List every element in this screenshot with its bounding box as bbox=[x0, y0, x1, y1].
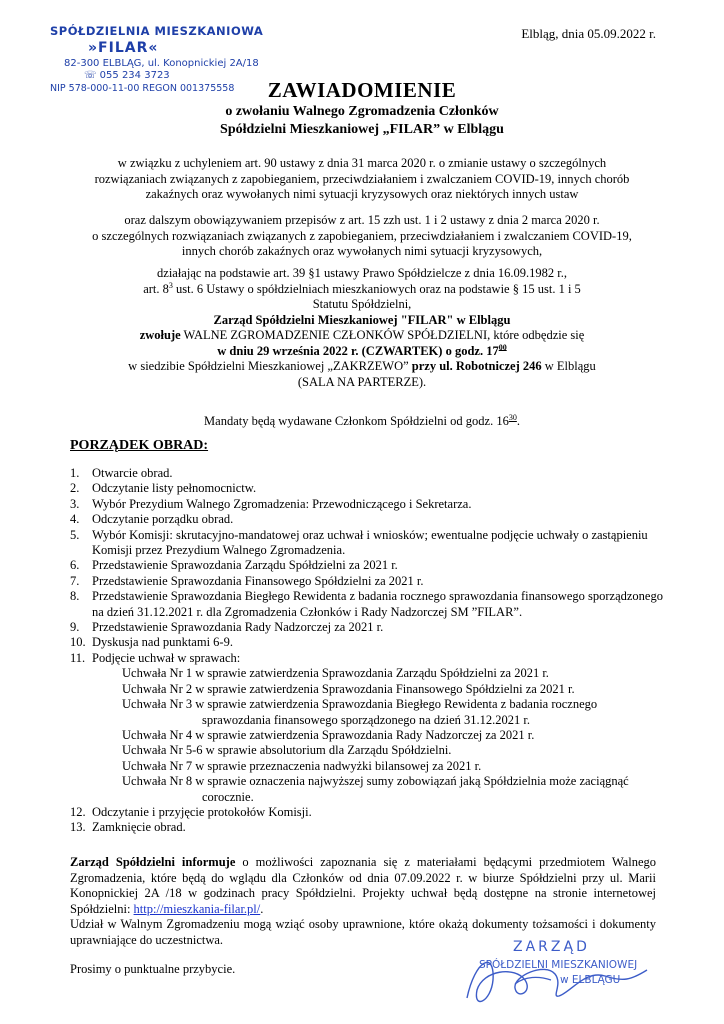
signature-stamp-line-3: w ELBLĄGU bbox=[560, 974, 621, 986]
document-subtitle-2: Spółdzielni Mieszkaniowej „FILAR” w Elblągu bbox=[220, 122, 504, 137]
agenda-item: 11. Podjęcie uchwał w sprawach: Uchwała Nr 1 w sprawie zatwierdzenia Sprawozdania Zarządu Spółdzielni za 2021 r. Uchwała Nr 2 w sprawie zatwierdzenia Sprawozdania Finansowego Spółdzielni za 2021 r. Uchwała Nr 3 w sprawie zatwierdzenia Sprawozdania Biegłego Rewidenta z badania rocznego sprawozdania finansowego sporządzonego na dzień 31.12.2021 r. Uchwała Nr 4 w sprawie zatwierdzenia Sprawozdania Rady Nadzorczej za 2021 r. Uchwała Nr 5-6 w sprawie absolutorium dla Zarządu Spółdzielni. Uchwała Nr 7 w sprawie przeznaczenia nadwyżki bilansowej za 2021 r. Uchwała Nr 8 w sprawie oznaczenia najwyższej sumy zobowiązań jaką Spółdzielnia może zaciągnąć corocznie. bbox=[70, 651, 670, 805]
document-title: ZAWIADOMIENIE bbox=[267, 78, 457, 102]
resolution-item: Uchwała Nr 3 w sprawie zatwierdzenia Sprawozdania Biegłego Rewidenta z badania rocznego sprawozdania finansowego sporządzonego na dzień 31.12.2021 r. bbox=[122, 697, 598, 727]
participation-note: Udział w Walnym Zgromadzeniu mogą wziąć osoby uprawnione, które okażą dokumenty tożsamości i dokumenty uprawniające do uczestnictwa. bbox=[70, 917, 656, 947]
intro-paragraph bbox=[40, 156, 684, 203]
resolution-item: Uchwała Nr 1 w sprawie zatwierdzenia Sprawozdania Zarządu Spółdzielni za 2021 r. bbox=[122, 666, 549, 681]
agenda-item: 1. Otwarcie obrad. bbox=[70, 466, 173, 480]
convening-paragraph bbox=[40, 266, 684, 390]
agenda-item: 5. Wybór Komisji: skrutacyjno-mandatowej oraz uchwał i wniosków; ewentualne podjęcie uchwały o zastąpieniu Komisji przez Prezydium Walnego Zgromadzenia. bbox=[70, 527, 648, 558]
stamp-address: 82-300 ELBLĄG, ul. Konopnickiej 2A/18 bbox=[64, 58, 259, 69]
stamp-line-1: SPÓŁDZIELNIA MIESZKANIOWA bbox=[50, 24, 264, 38]
agenda-list bbox=[70, 466, 670, 836]
resolutions-list bbox=[92, 666, 670, 805]
agenda-item: 4. Odczytanie porządku obrad. bbox=[70, 512, 234, 527]
resolution-item: Uchwała Nr 2 w sprawie zatwierdzenia Sprawozdania Finansowego Spółdzielni za 2021 r. bbox=[122, 681, 575, 696]
legal-basis-paragraph bbox=[40, 213, 684, 260]
agenda-item: 6. Przedstawienie Sprawozdania Zarządu Spółdzielni za 2021 r. bbox=[70, 558, 398, 573]
meeting-hall: (SALA NA PARTERZE). bbox=[297, 374, 427, 389]
date-line: Elbląg, dnia 05.09.2022 r. bbox=[521, 26, 656, 41]
intro-line: rozwiązaniach związanych z zapobieganiem, przeciwdziałaniem i zwalczaniem COVID-19, innych chorób bbox=[94, 171, 630, 186]
resolution-item: Uchwała Nr 7 w sprawie przeznaczenia nadwyżki bilansowej za 2021 r. bbox=[122, 758, 482, 773]
agenda-item: 8. Przedstawienie Sprawozdania Biegłego Rewidenta z badania rocznego sprawozdania finansowego sporządzonego na dzień 31.12.2021 r. dla Zgromadzenia Członków i Rady Nadzorczej SM ”FILAR”. bbox=[70, 589, 663, 619]
stamp-tax-ids: NIP 578-000-11-00 REGON 001375558 bbox=[50, 83, 235, 94]
meeting-location: w siedzibie Spółdzielni Mieszkaniowej „ZAKRZEWO” przy ul. Robotniczej 246 w Elblągu bbox=[128, 359, 596, 373]
handwritten-signature-icon bbox=[455, 940, 665, 1020]
board-name: Zarząd Spółdzielni Mieszkaniowej "FILAR" w Elblągu bbox=[213, 312, 511, 327]
resolution-item: Uchwała Nr 4 w sprawie zatwierdzenia Sprawozdania Rady Nadzorczej za 2021 r. bbox=[122, 727, 535, 742]
agenda-item: 7. Przedstawienie Sprawozdania Finansowego Spółdzielni za 2021 r. bbox=[70, 573, 424, 588]
convenes-line: zwołuje WALNE ZGROMADZENIE CZŁONKÓW SPÓŁDZIELNI, które odbędzie się bbox=[139, 328, 585, 342]
intro-line: w związku z uchyleniem art. 90 ustawy z dnia 31 marca 2020 r. o zmianie ustawy o szczególnych bbox=[117, 156, 607, 170]
website-link[interactable]: http://mieszkania-filar.pl/ bbox=[133, 901, 261, 916]
signature-stamp-line-2: SPÓŁDZIELNI MIESZKANIOWEJ bbox=[479, 959, 638, 971]
basis-line: art. $8^3$ ust. 6 Ustawy o spółdzielniach mieszkaniowych oraz na podstawie § 15 ust. 1 i 5 bbox=[143, 280, 581, 296]
agenda-item: 9. Przedstawienie Sprawozdania Rady Nadzorczej za 2021 r. bbox=[70, 620, 384, 635]
basis-line: działając na podstawie art. 39 §1 ustawy Prawo Spółdzielcze z dnia 16.09.1982 r., bbox=[157, 266, 567, 280]
agenda-heading: PORZĄDEK OBRAD: bbox=[70, 438, 209, 453]
signature-stamp-line-1: ZARZĄD bbox=[513, 939, 590, 955]
agenda-item: 13. Zamknięcie obrad. bbox=[70, 820, 186, 835]
meeting-date: w dniu 29 września 2022 r. (CZWARTEK) o godz. $17^{00}$ bbox=[217, 342, 507, 358]
stamp-line-2: »FILAR« bbox=[88, 40, 159, 56]
basis-line: Statutu Spółdzielni, bbox=[312, 297, 412, 311]
resolution-item: Uchwała Nr 8 w sprawie oznaczenia najwyższej sumy zobowiązań jaką Spółdzielnia może zaciągnąć corocznie. bbox=[122, 774, 629, 804]
stamp-phone: ☏ 055 234 3723 bbox=[84, 70, 170, 81]
intro-line: zakaźnych oraz wywołanych nimi sytuacji kryzysowych oraz niektórych innych ustaw bbox=[145, 187, 579, 201]
board-signature-stamp bbox=[455, 940, 665, 1020]
agenda-item: 3. Wybór Prezydium Walnego Zgromadzenia: Przewodniczącego i Sekretarza. bbox=[70, 496, 472, 511]
closing-note: Prosimy o punktualne przybycie. bbox=[70, 962, 236, 976]
legal-line: innych chorób zakaźnych oraz wywołanych nimi sytuacji kryzysowych, bbox=[181, 244, 543, 258]
agenda-item: 10. Dyskusja nad punktami 6-9. bbox=[70, 635, 233, 650]
document-subtitle-1: o zwołaniu Walnego Zgromadzenia Członków bbox=[225, 104, 499, 119]
agenda-item: 12. Odczytanie i przyjęcie protokołów Komisji. bbox=[70, 804, 312, 819]
mandates-note: Mandaty będą wydawane Członkom Spółdzielni od godz. $16^{30}$. bbox=[204, 412, 520, 428]
resolution-item: Uchwała Nr 5-6 w sprawie absolutorium dla Zarządu Spółdzielni. bbox=[122, 743, 452, 758]
agenda-item: 2. Odczytanie listy pełnomocnictw. bbox=[70, 481, 257, 496]
materials-note: Zarząd Spółdzielni informuje o możliwości zapoznania się z materiałami będącymi przedmiotem Walnego Zgromadzenia, które będą do wglądu dla Członków od dnia 07.09.2022 r. w biurze Spółdzielni przy ul. Marii Konopnickiej 2A /18 w godzinach pracy Spółdzielni. Projekty uchwał będą dostępne na stronie internetowej Spółdzielni: http://mieszkania-filar.pl/. bbox=[70, 855, 656, 916]
legal-line: o szczególnych rozwiązaniach związanych z zapobieganiem, przeciwdziałaniem i zwalczaniem COVID-19, bbox=[92, 228, 632, 243]
information-paragraph bbox=[70, 855, 656, 948]
legal-line: oraz dalszym obowiązywaniem przepisów z art. 15 zzh ust. 1 i 2 ustawy z dnia 2 marca 2020 r. bbox=[124, 213, 600, 227]
